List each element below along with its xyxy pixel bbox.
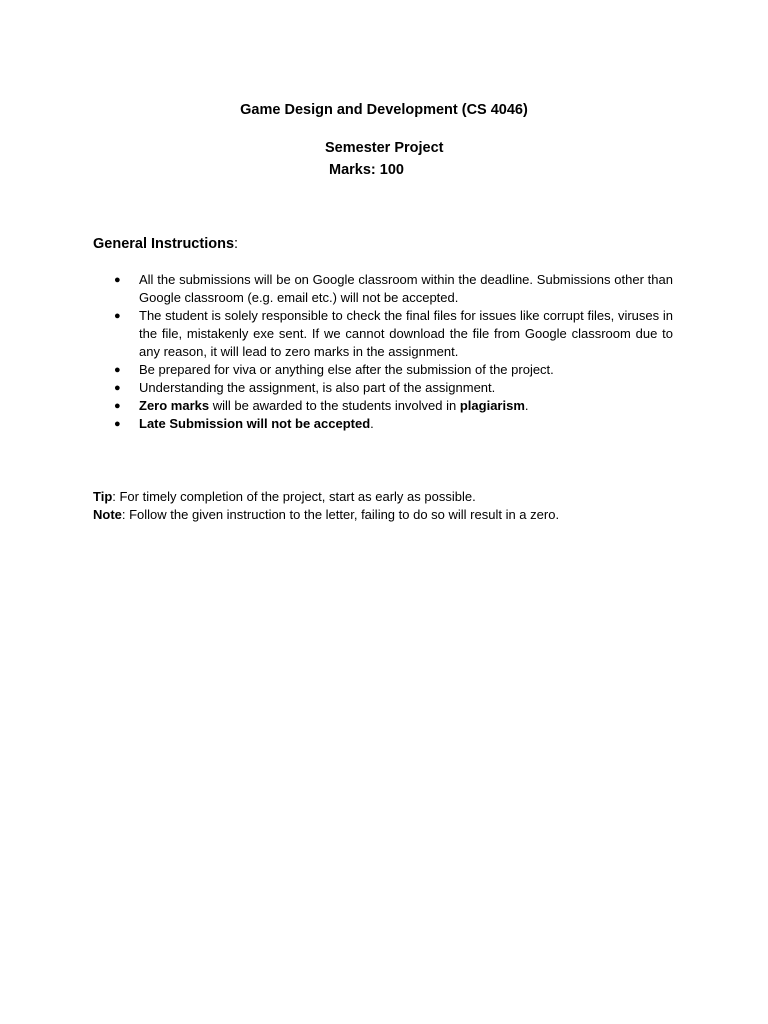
- list-item: [108, 361, 673, 379]
- list-item-text: All the submissions will be on Google classroom within the deadline. Submissions other than Google classroom (e.g. email etc.) will not be accepted.: [139, 272, 673, 305]
- late-submission-emphasis: Late Submission will not be accepted: [139, 416, 371, 431]
- tip-label: Tip: [93, 489, 113, 504]
- bullet-icon: ●: [114, 400, 121, 412]
- list-item-period: .: [370, 416, 374, 431]
- note-label: Note: [93, 507, 122, 522]
- list-item: [108, 397, 673, 415]
- document-subtitle: Semester Project: [325, 140, 444, 156]
- instructions-list: [108, 271, 673, 433]
- instructions-heading: [93, 236, 238, 252]
- bullet-icon: ●: [114, 364, 121, 376]
- list-item-text: Be prepared for viva or anything else after the submission of the project.: [139, 362, 554, 377]
- marks-label: Marks: 100: [329, 162, 404, 178]
- list-item-period: .: [524, 398, 529, 413]
- zero-marks-emphasis: Zero marks: [139, 398, 210, 413]
- bullet-icon: ●: [114, 382, 121, 394]
- instructions-heading-text: General Instructions: [93, 236, 235, 252]
- list-item: [108, 307, 673, 361]
- note-line: [93, 506, 559, 524]
- list-item: [108, 415, 673, 433]
- instructions-heading-colon: :: [234, 236, 239, 252]
- bullet-icon: ●: [114, 418, 121, 430]
- list-item: [108, 271, 673, 307]
- list-item-text: The student is solely responsible to check the final files for issues like corrupt files, viruses in the file, mistakenly exe sent. If we cannot download the file from Google classroom due to any reason, it will lead to zero marks in the assignment.: [139, 308, 673, 359]
- list-item-text: Understanding the assignment, is also part of the assignment.: [139, 380, 496, 395]
- tip-line: [93, 488, 559, 506]
- note-text: : Follow the given instruction to the letter, failing to do so will result in a zero.: [121, 507, 560, 522]
- bullet-icon: ●: [114, 274, 121, 286]
- bullet-icon: ●: [114, 310, 121, 322]
- notes-block: [93, 488, 559, 524]
- list-item: [108, 379, 673, 397]
- tip-text: : For timely completion of the project, start as early as possible.: [112, 489, 476, 504]
- plagiarism-emphasis: plagiarism: [459, 398, 525, 413]
- list-item-text: will be awarded to the students involved in: [209, 398, 460, 413]
- document-title: Game Design and Development (CS 4046): [240, 102, 528, 118]
